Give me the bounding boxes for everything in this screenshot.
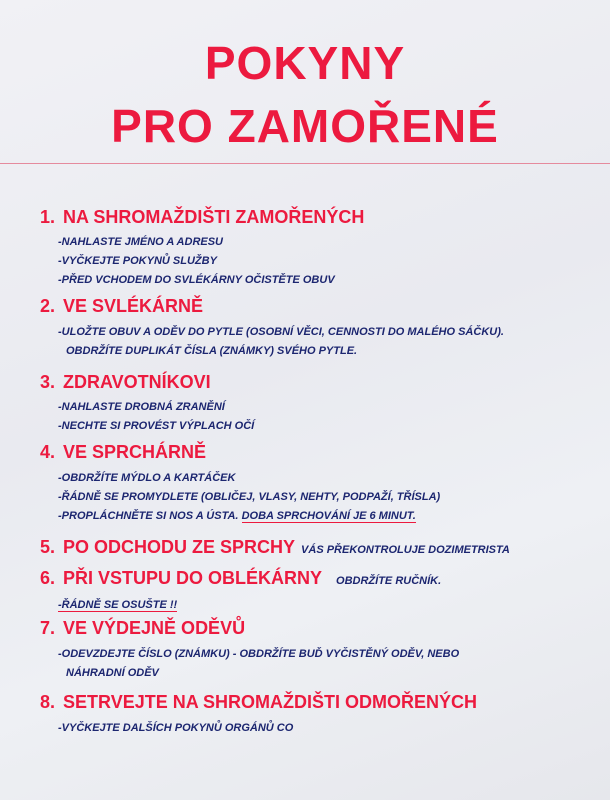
section-title: ZDRAVOTNÍKOVI: [63, 372, 211, 392]
instruction: NÁHRADNÍ ODĚV: [66, 667, 159, 679]
section-number: 1.: [40, 207, 56, 227]
instruction: -VYČKEJTE DALŠÍCH POKYNŮ ORGÁNŮ CO: [58, 722, 294, 734]
section-title: VE VÝDEJNĚ ODĚVŮ: [63, 618, 246, 638]
instruction: -ODEVZDEJTE ČÍSLO (ZNÁMKU) - OBDRŽÍTE BUĎ VYČISTĚNÝ ODĚV, NEBO: [58, 648, 460, 660]
section-number: 3.: [40, 372, 56, 392]
section-3: [40, 371, 600, 436]
instruction: OBDRŽÍTE DUPLIKÁT ČÍSLA (ZNÁMKY) SVÉHO PYTLE.: [66, 345, 358, 357]
instruction: -NECHTE SI PROVÉST VÝPLACH OČÍ: [58, 420, 255, 432]
instruction: -OBDRŽÍTE MÝDLO A KARTÁČEK: [58, 472, 236, 484]
section-5: [40, 536, 600, 561]
section-title: SETRVEJTE NA SHROMAŽDIŠTI ODMOŘENÝCH: [63, 692, 478, 712]
section-8: [40, 691, 600, 738]
instruction: -NAHLASTE JMÉNO A ADRESU: [58, 236, 224, 248]
section-2: [40, 295, 600, 361]
instruction: -VYČKEJTE POKYNŮ SLUŽBY: [58, 255, 217, 267]
section-4: [40, 441, 600, 526]
section-number: 8.: [40, 692, 56, 712]
section-title: NA SHROMAŽDIŠTI ZAMOŘENÝCH: [63, 207, 365, 227]
section-note: VÁS PŘEKONTROLUJE DOZIMETRISTA: [301, 544, 510, 556]
section-number: 7.: [40, 618, 56, 638]
instruction: -PROPLÁCHNĚTE SI NOS A ÚSTA.: [58, 510, 239, 522]
instruction: -ŘÁDNĚ SE OSUŠTE !!: [58, 599, 178, 611]
instruction: -NAHLASTE DROBNÁ ZRANĚNÍ: [58, 401, 225, 413]
section-title: PŘI VSTUPU DO OBLÉKÁRNY: [63, 568, 323, 588]
shower-duration-note: DOBA SPRCHOVÁNÍ JE 6 MINUT.: [241, 510, 416, 522]
instruction: -ŘÁDNĚ SE PROMYDLETE (OBLIČEJ, VLASY, NEHTY, PODPAŽÍ, TŘÍSLA): [58, 491, 441, 503]
title-divider: [0, 163, 610, 164]
section-6: [40, 567, 600, 615]
section-number: 5.: [40, 537, 56, 557]
section-number: 6.: [40, 568, 56, 588]
instruction: -ULOŽTE OBUV A ODĚV DO PYTLE (OSOBNÍ VĚCI, CENNOSTI DO MALÉHO SÁČKU).: [58, 326, 504, 338]
section-title: VE SVLÉKÁRNĚ: [63, 296, 204, 316]
section-number: 4.: [40, 442, 56, 462]
section-title: VE SPRCHÁRNĚ: [63, 442, 207, 462]
section-title: PO ODCHODU ZE SPRCHY: [63, 537, 296, 557]
section-note: OBDRŽÍTE RUČNÍK.: [336, 575, 442, 587]
sign-title-line1: POKYNY: [204, 37, 406, 89]
section-number: 2.: [40, 296, 56, 316]
section-7: [40, 617, 600, 683]
sign-title-line2: PRO ZAMOŘENÉ: [111, 100, 499, 152]
section-1: [40, 206, 600, 290]
instruction: -PŘED VCHODEM DO SVLÉKÁRNY OČISTĚTE OBUV: [58, 274, 335, 286]
